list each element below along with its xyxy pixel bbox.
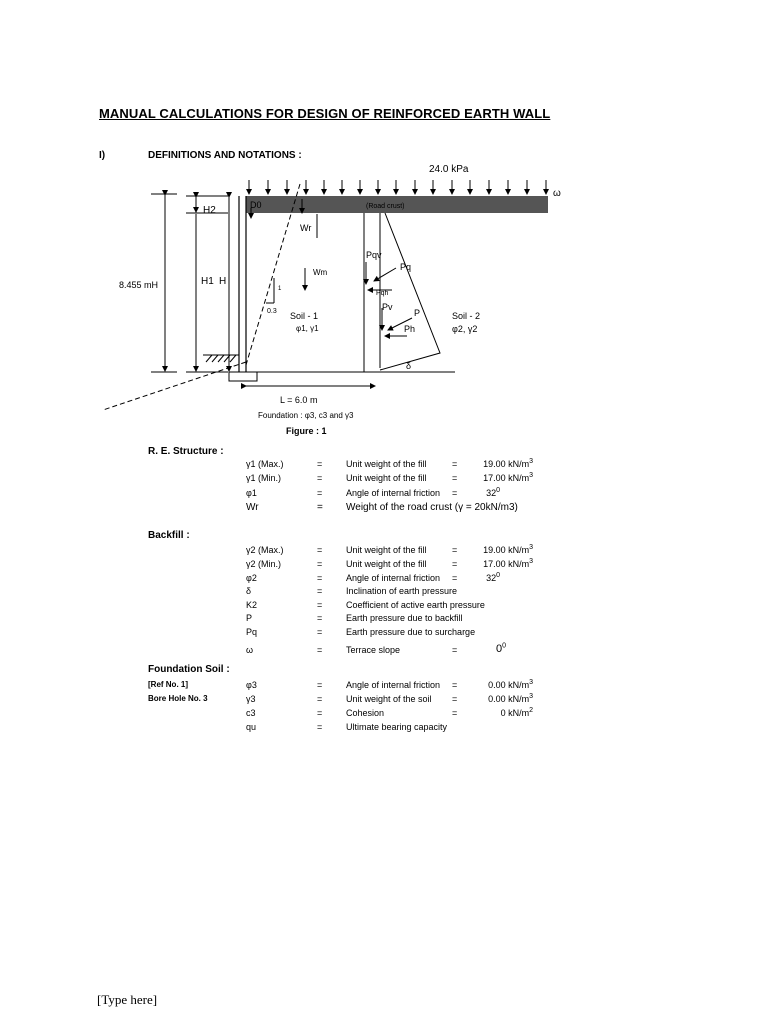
group-heading-backfill: Backfill : bbox=[148, 530, 190, 541]
equals: = bbox=[317, 473, 323, 483]
table-row bbox=[0, 573, 768, 587]
group-heading-re-structure: R. E. Structure : bbox=[148, 446, 224, 457]
h-label: H bbox=[219, 276, 227, 287]
table-row bbox=[0, 545, 768, 559]
section-title: DEFINITIONS AND NOTATIONS : bbox=[148, 150, 302, 161]
table-row bbox=[0, 559, 768, 573]
value: $32^0$ bbox=[486, 572, 500, 583]
equals: = bbox=[317, 680, 323, 690]
symbol: φ2 bbox=[246, 573, 257, 583]
table-row bbox=[0, 459, 768, 473]
equals: = bbox=[317, 613, 323, 623]
description: Angle of internal friction bbox=[346, 488, 441, 498]
pv-label: Pv bbox=[382, 302, 393, 312]
surcharge-arrows bbox=[249, 180, 546, 194]
value: 0.00 $kN/m^3$ bbox=[488, 679, 533, 690]
description: Ultimate bearing capacity bbox=[346, 722, 448, 732]
h1-label: H1 bbox=[201, 276, 214, 287]
equals: = bbox=[452, 708, 458, 718]
equals: = bbox=[317, 722, 323, 732]
description: Unit weight of the fill bbox=[346, 545, 427, 555]
equals: = bbox=[317, 627, 323, 637]
description: Angle of internal friction bbox=[346, 573, 441, 583]
wall-figure bbox=[0, 0, 768, 440]
table-row bbox=[0, 642, 768, 659]
equals: = bbox=[317, 545, 323, 555]
symbol: γ1 (Min.) bbox=[246, 473, 282, 483]
equals: = bbox=[452, 459, 458, 469]
description: Cohesion bbox=[346, 708, 385, 718]
equals: = bbox=[452, 680, 458, 690]
delta-label: δ bbox=[406, 361, 412, 371]
equals: = bbox=[317, 645, 323, 655]
symbol: γ2 (Max.) bbox=[246, 545, 284, 555]
wall-footing bbox=[229, 372, 257, 381]
description: Earth pressure due to surcharge bbox=[346, 627, 476, 637]
d0-label: D0 bbox=[250, 200, 262, 210]
symbol: φ1 bbox=[246, 488, 257, 498]
soil1-label: Soil - 1 bbox=[290, 311, 319, 321]
length-label: L = 6.0 m bbox=[280, 395, 318, 405]
symbol: qu bbox=[246, 722, 257, 732]
symbol: δ bbox=[246, 586, 252, 596]
description: Unit weight of the fill bbox=[346, 473, 427, 483]
equals: = bbox=[317, 586, 323, 596]
equals: = bbox=[452, 573, 458, 583]
symbol: φ3 bbox=[246, 680, 257, 690]
omega-label: ω bbox=[553, 188, 561, 199]
value: 17.00 $kN/m^3$ bbox=[483, 472, 533, 483]
equals: = bbox=[317, 708, 323, 718]
description: Terrace slope bbox=[346, 645, 401, 655]
ph-label: Ph bbox=[404, 324, 416, 334]
pq-label: Pq bbox=[400, 262, 412, 272]
equals: = bbox=[452, 545, 458, 555]
table-row bbox=[0, 613, 768, 627]
symbol: ω bbox=[246, 645, 254, 655]
table-row bbox=[0, 708, 768, 722]
description: Weight of the road crust (γ = 20kN/m3) bbox=[346, 502, 518, 513]
section-number: I) bbox=[99, 150, 106, 161]
value: 17.00 $kN/m^3$ bbox=[483, 558, 533, 569]
equals: = bbox=[452, 473, 458, 483]
table-row bbox=[0, 502, 768, 516]
footer-placeholder[interactable]: [Type here] bbox=[97, 992, 158, 1007]
description: Inclination of earth pressure bbox=[346, 586, 458, 596]
symbol: Pq bbox=[246, 627, 258, 637]
group-heading-foundation-soil: Foundation Soil : bbox=[148, 664, 230, 675]
value: 19.00 $kN/m^3$ bbox=[483, 544, 533, 555]
document-title: MANUAL CALCULATIONS FOR DESIGN OF REINFORCED EARTH WALL bbox=[99, 106, 551, 121]
description: Unit weight of the fill bbox=[346, 459, 427, 469]
equals: = bbox=[452, 694, 458, 704]
equals: = bbox=[317, 694, 323, 704]
equals: = bbox=[317, 502, 323, 513]
symbol: γ3 bbox=[246, 694, 256, 704]
value: $32^0$ bbox=[486, 487, 500, 498]
h2-label: H2 bbox=[203, 205, 216, 216]
road-crust-label: (Road crust) bbox=[366, 203, 405, 210]
backfill-wedge bbox=[380, 213, 440, 370]
description: Coefficient of active earth pressure bbox=[346, 600, 485, 610]
symbol: c3 bbox=[246, 708, 256, 718]
table-row bbox=[0, 722, 768, 736]
table-row bbox=[0, 586, 768, 600]
slope-ratio-label: 0.3 bbox=[267, 308, 277, 315]
table-row bbox=[0, 627, 768, 641]
table-row bbox=[0, 680, 768, 694]
wm-label: Wm bbox=[313, 268, 328, 277]
description: Unit weight of the soil bbox=[346, 694, 432, 704]
equals: = bbox=[317, 488, 323, 498]
soil2-label: Soil - 2 bbox=[452, 311, 481, 321]
bore-hole-note: Bore Hole No. 3 bbox=[148, 694, 208, 703]
value: 0.00 $kN/m^3$ bbox=[488, 693, 533, 704]
table-row bbox=[0, 473, 768, 487]
soil2-params: φ2, γ2 bbox=[452, 324, 478, 334]
symbol: γ2 (Min.) bbox=[246, 559, 282, 569]
table-row bbox=[0, 488, 768, 502]
equals: = bbox=[317, 573, 323, 583]
wr-label: Wr bbox=[300, 223, 312, 233]
equals: = bbox=[317, 559, 323, 569]
equals: = bbox=[317, 459, 323, 469]
symbol: P bbox=[246, 613, 253, 623]
soil1-params: φ1, γ1 bbox=[296, 324, 319, 333]
table-row bbox=[0, 694, 768, 708]
description: Earth pressure due to backfill bbox=[346, 613, 463, 623]
pqv-label: Pqv bbox=[366, 250, 382, 260]
symbol: K2 bbox=[246, 600, 258, 610]
value: 0 $kN/m^2$ bbox=[500, 707, 533, 718]
symbol: γ1 (Max.) bbox=[246, 459, 284, 469]
equals: = bbox=[317, 600, 323, 610]
equals: = bbox=[452, 645, 458, 655]
description: Unit weight of the fill bbox=[346, 559, 427, 569]
reference-note: [Ref No. 1] bbox=[148, 680, 188, 689]
equals: = bbox=[452, 559, 458, 569]
table-row bbox=[0, 600, 768, 614]
figure-caption: Figure : 1 bbox=[286, 426, 327, 436]
height-label: 8.455 mH bbox=[119, 280, 159, 290]
value: $0^0$ bbox=[495, 642, 506, 655]
description: Angle of internal friction bbox=[346, 680, 441, 690]
symbol: Wr bbox=[246, 502, 259, 513]
foundation-label: Foundation : φ3, c3 and γ3 bbox=[258, 411, 354, 420]
equals: = bbox=[452, 488, 458, 498]
value: 19.00 $kN/m^3$ bbox=[483, 458, 533, 469]
pqh-label: Pqh bbox=[376, 290, 389, 297]
slope-one-label: 1 bbox=[278, 286, 282, 292]
p-label: P bbox=[414, 308, 421, 318]
surcharge-label: 24.0 kPa bbox=[429, 164, 469, 175]
